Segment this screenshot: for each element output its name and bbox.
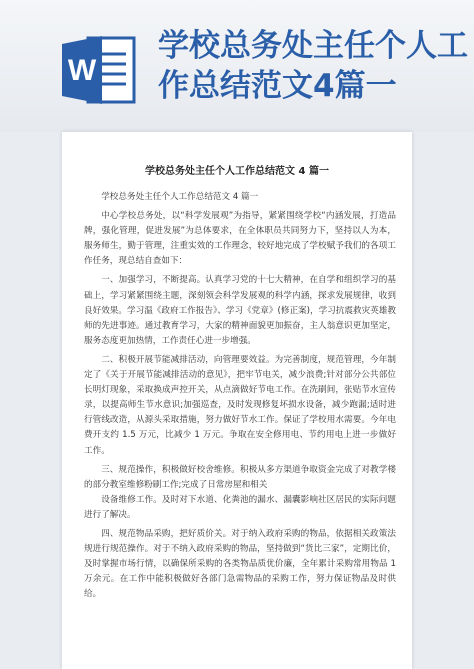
document-subtitle: 学校总务处主任个人工作总结范文 4 篇一	[101, 192, 259, 202]
paragraph-section-4: 四、规范物品采购，把好质价关。对于纳入政府采购的物品，依据相关政策法规进行规范操作。对于不纳入政府采购的物品，坚持做到“货比三家”，定期比价，及时掌握市场行情，以确保所采购的各类物品质优价廉，全年累计采购常用物品 1 万余元。在工作中能积极做好各部门急需物品的采购工作，努力保证物品及时供给。	[84, 528, 396, 600]
paragraph-intro: 中心学校总务处，以“科学发展观”为指导，紧紧围绕学校“内涵发展，打造品牌，强化管理，促进发展”为总体要求，在全体职员共同努力下，坚持以人为本，服务师生，勤于管理，注重实效的工作理念，较好地完成了学校赋予我们的各项工作任务，现总结自查如下：	[84, 211, 396, 267]
word-document-icon	[58, 30, 138, 110]
paragraph-section-2: 二、积极开展节能减排活动，向管理要效益。为完善制度，规范管理，今年制定了《关于开展节能减排活动的意见》，把牢节电关，减少浪费;针对部分公共部位长明灯现象，采取换成声控开关，从点滴做好节电工作。在洗刷间，张贴节水宣传录，以提高师生节水意识;加强巡查，及时发现修复坏损水设备，减少跑漏;适时进行管线改造，从源头采取措施，努力做好节水工作。保证了学校用水需要。今年电费开支约 1.5 万元，比减少 1 万元。争取在安全修用电、节约用电上进一步做好工作。	[84, 354, 396, 456]
logo-letter: W	[67, 54, 97, 87]
document-title: 学校总务处主任个人工作总结范文 4 篇一	[145, 166, 329, 177]
document-body	[84, 190, 396, 602]
banner-title: 学校总务处主任个人工作总结范文4篇一	[158, 28, 468, 104]
banner	[0, 0, 474, 132]
paragraph-section-1: 一、加强学习，不断提高。认真学习党的十七大精神，在自学和组织学习的基础上，学习紧紧围绕主题，深刻领会科学发展观的科学内涵，探求发展规律，收到良好效果。学习温《政府工作报告》、学习《党章》(修正案)，学习抗震救灾英雄教师的先进事迹。通过教育学习，大家的精神面貌更加振奋，主人翁意识更加坚定，服务态度更加热情，工作责任心进一步增强。	[84, 275, 396, 346]
document-page	[62, 132, 412, 669]
paragraph-section-3-cont: 设备维修工作。及时对下水道、化粪池的漏水、漏囊影响社区居民的实际问题进行了解决。	[84, 494, 396, 520]
paragraph-section-3: 三、规范操作，积极做好校舍维修。积极从多方渠道争取资金完成了对教学楼的部分教室维修粉刷工作;完成了日常房屋和相关	[84, 464, 396, 490]
